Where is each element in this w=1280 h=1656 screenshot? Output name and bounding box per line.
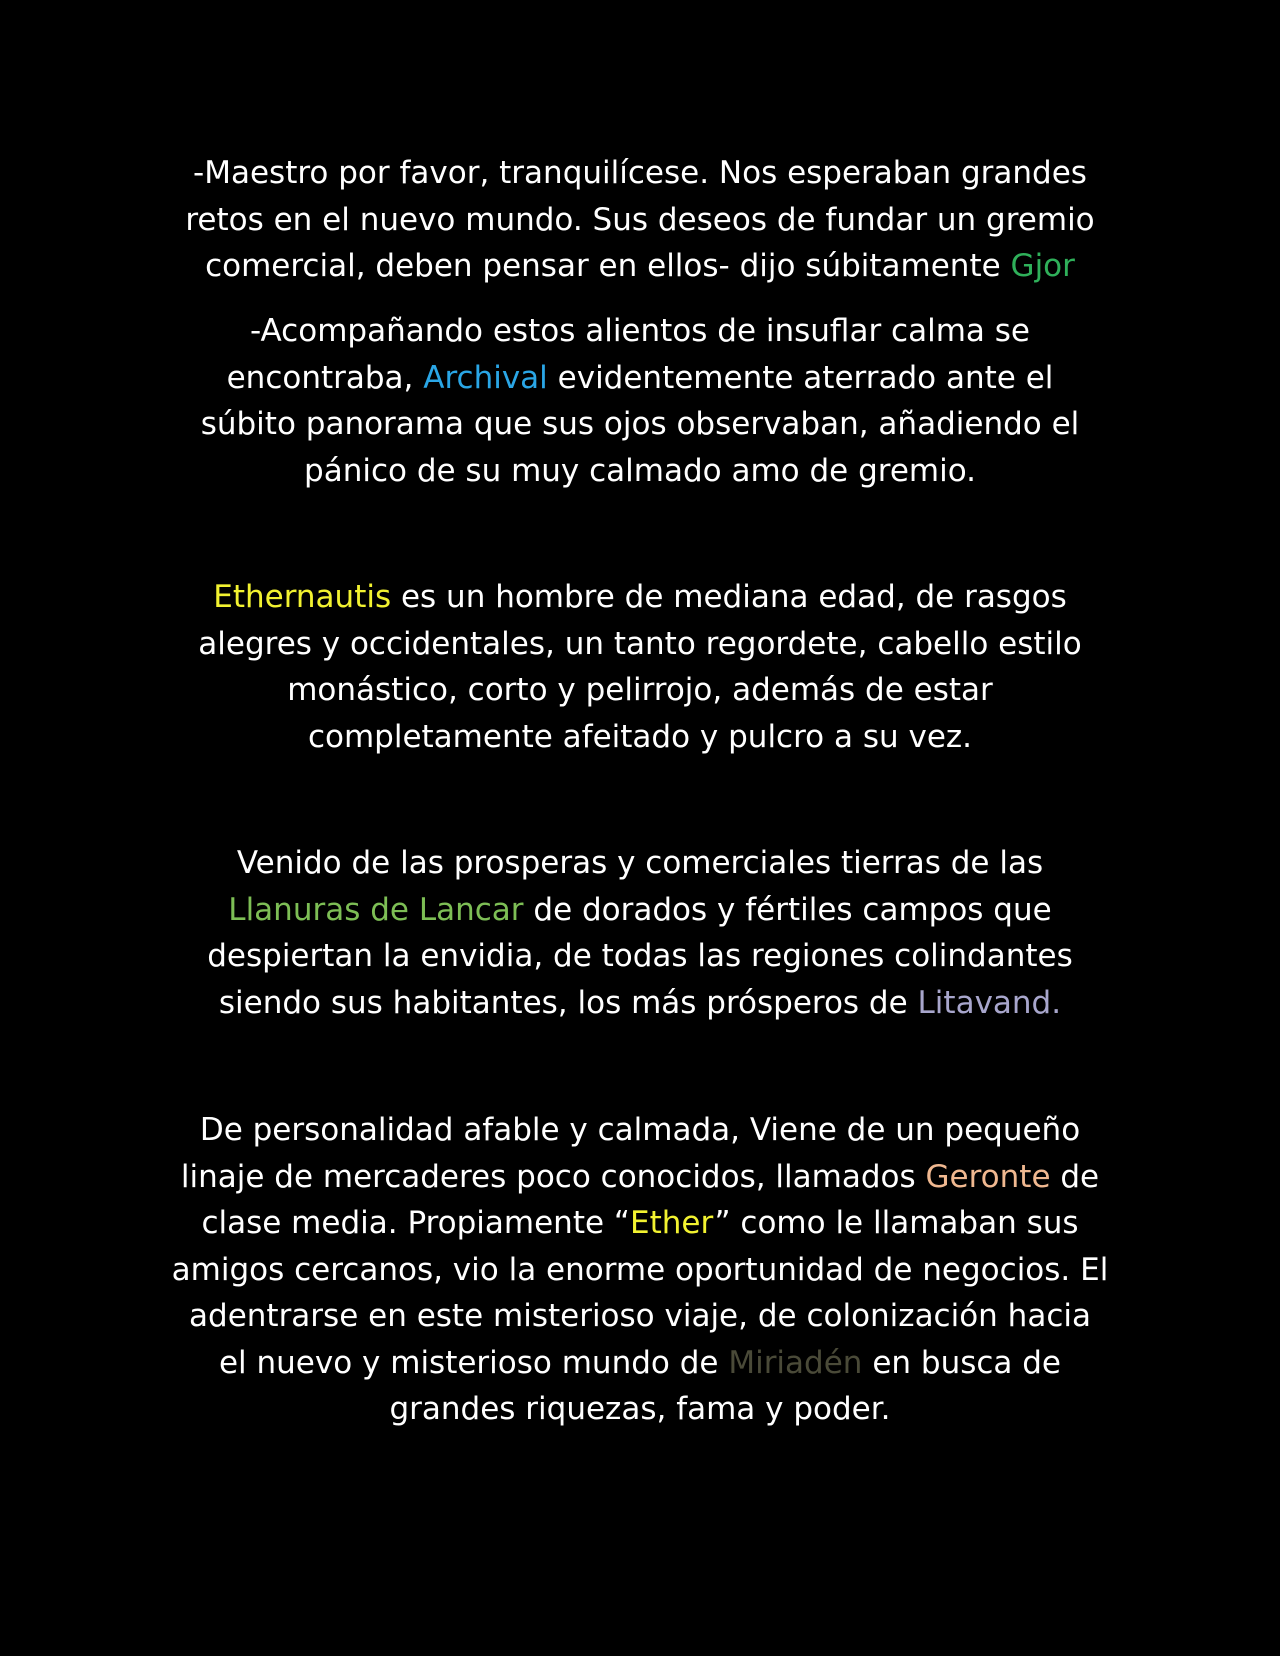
text-segment: el nuevo y misterioso mundo de	[218, 1344, 719, 1381]
place-name-miriaden: Miriadén	[728, 1344, 863, 1381]
place-name-llanuras-de-lancar: Llanuras de Lancar	[228, 891, 524, 928]
text-line: completamente afeitado y pulcro a su vez.	[307, 718, 973, 755]
text-segment: clase media. Propiamente “	[201, 1205, 630, 1241]
nickname-ether: Ether	[629, 1205, 715, 1241]
text-line: despiertan la envidia, de todas las regiones colindantes	[207, 938, 1073, 974]
text-segment: evidentemente aterrado ante el	[557, 359, 1054, 396]
character-name-ethernautis: Ethernautis	[213, 579, 392, 615]
text-line: -Maestro por favor, tranquilícese. Nos esperaban grandes	[193, 155, 1087, 191]
text-segment: de	[1060, 1158, 1100, 1195]
paragraph-personality	[170, 1107, 1110, 1433]
text-segment: siendo sus habitantes, los más prósperos de	[218, 984, 908, 1021]
text-segment: en busca de	[872, 1344, 1062, 1381]
text-line: comercial, deben pensar en ellos- dijo súbitamente	[205, 248, 1001, 284]
text-segment: es un hombre de mediana edad, de rasgos	[400, 579, 1067, 615]
text-segment: de dorados y fértiles campos que	[533, 891, 1052, 928]
text-line: retos en el nuevo mundo. Sus deseos de fundar un gremio	[185, 201, 1095, 238]
text-line: adentrarse en este misterioso viaje, de colonización hacia	[189, 1298, 1091, 1334]
character-name-archival: Archival	[423, 359, 548, 396]
text-line: pánico de su muy calmado amo de gremio.	[304, 452, 976, 489]
character-name-gjor: Gjor	[1010, 248, 1075, 284]
text-line: -Acompañando estos alientos de insuflar calma se	[250, 313, 1030, 349]
place-name-litavand: Litavand.	[917, 984, 1062, 1021]
text-line: amigos cercanos, vio la enorme oportunidad de negocios. El	[171, 1251, 1109, 1288]
paragraph-gjor-dialogue	[170, 150, 1110, 290]
paragraph-archival	[170, 308, 1110, 494]
text-line: Venido de las prosperas y comerciales tierras de las	[236, 845, 1044, 881]
text-segment: encontraba,	[226, 359, 414, 396]
text-line: alegres y occidentales, un tanto regordete, cabello estilo	[198, 625, 1082, 662]
text-line: De personalidad afable y calmada, Viene de un pequeño	[199, 1112, 1081, 1148]
text-line: monástico, corto y pelirrojo, además de estar	[287, 672, 993, 708]
text-segment: linaje de mercaderes poco conocidos, llamados	[180, 1158, 916, 1195]
text-line: grandes riquezas, fama y poder.	[389, 1391, 891, 1427]
family-name-geronte: Geronte	[925, 1158, 1051, 1195]
paragraph-origin	[170, 840, 1110, 1026]
paragraph-ethernautis-description	[170, 574, 1110, 760]
text-line: súbito panorama que sus ojos observaban, añadiendo el	[200, 406, 1080, 442]
text-segment: ” como le llamaban sus	[714, 1205, 1079, 1241]
